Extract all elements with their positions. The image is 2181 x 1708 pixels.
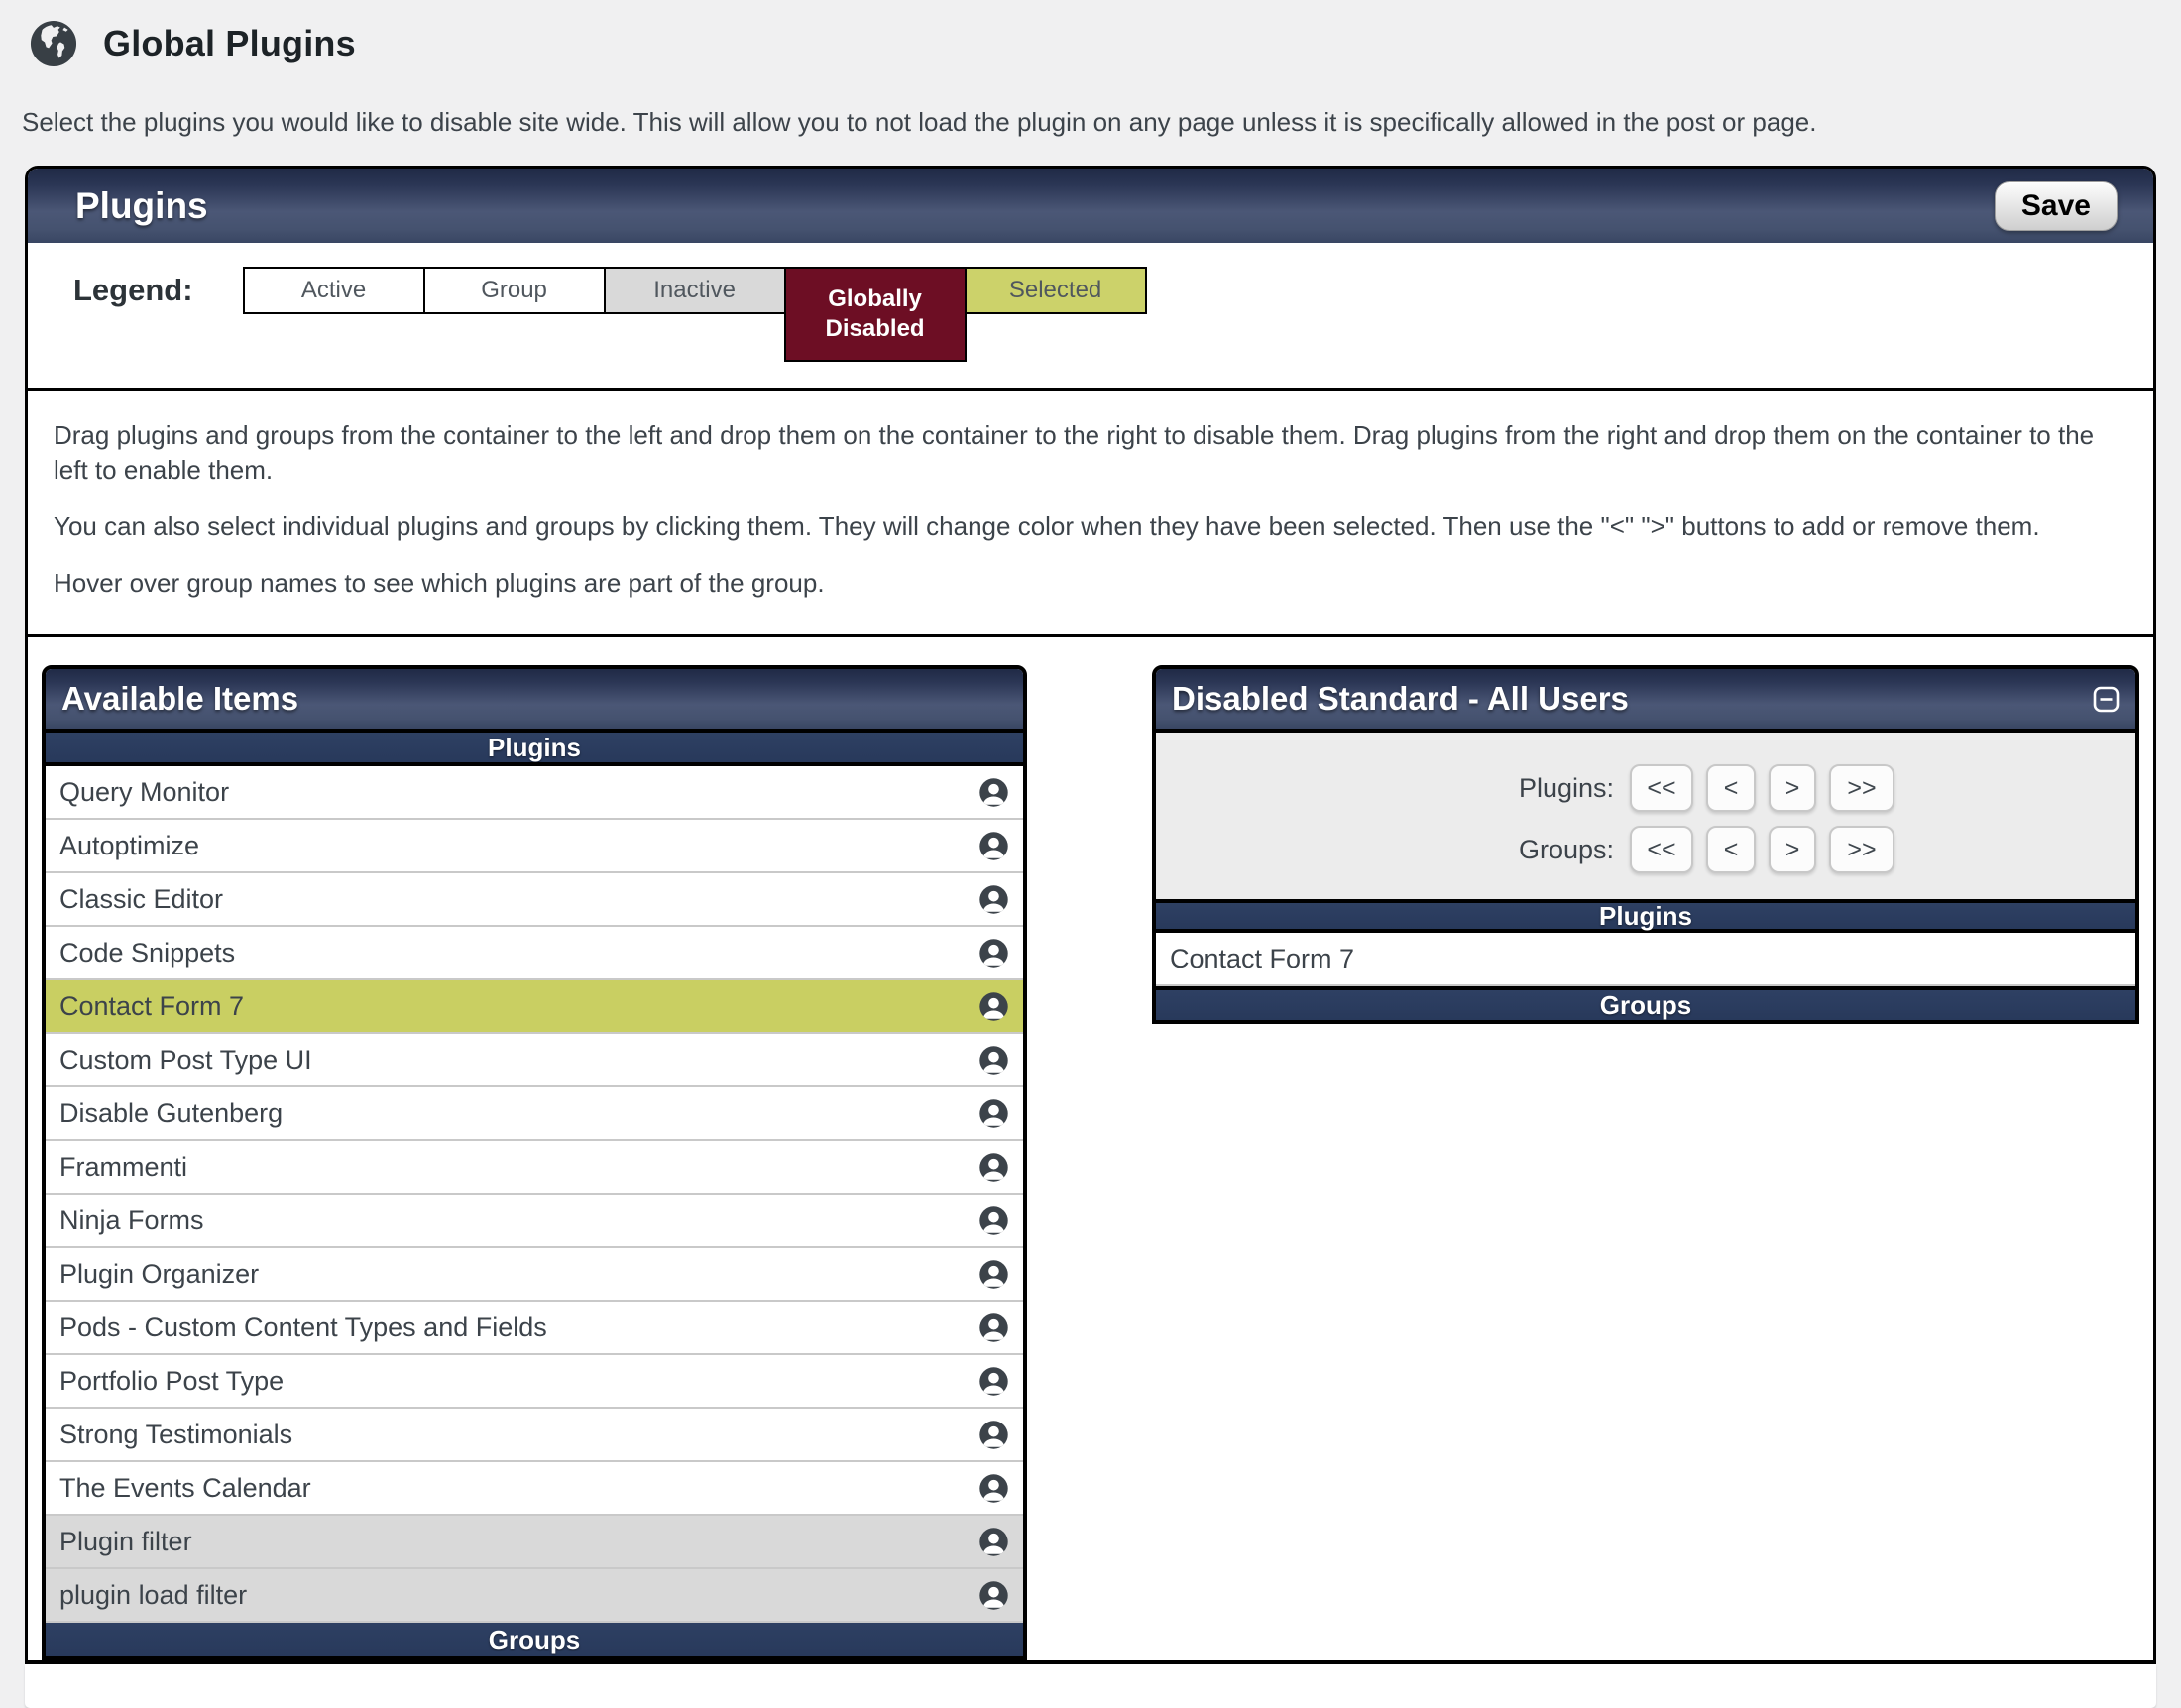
plugin-row[interactable] <box>46 1141 1023 1195</box>
save-button[interactable]: Save <box>1995 181 2118 231</box>
legend-item-inactive: Inactive <box>604 267 786 314</box>
plugins-move-all-right-button[interactable]: >> <box>1829 764 1894 812</box>
plugin-row-label: Strong Testimonials <box>59 1419 293 1449</box>
groups-move-all-left-button[interactable]: << <box>1630 826 1693 873</box>
legend-boxes <box>243 267 1147 362</box>
plugins-transfer-buttons <box>1630 764 1895 812</box>
plugin-row-label: Disable Gutenberg <box>59 1097 284 1128</box>
plugin-row[interactable] <box>46 1409 1023 1462</box>
user-icon <box>978 991 1009 1022</box>
plugin-row[interactable] <box>46 1195 1023 1248</box>
user-icon <box>978 1259 1009 1290</box>
collapse-minus-icon[interactable] <box>2093 686 2120 713</box>
available-items-header <box>46 669 1023 733</box>
globe-icon <box>30 20 77 67</box>
user-icon <box>978 1580 1009 1611</box>
available-groups-subheader: Groups <box>46 1623 1023 1656</box>
plugin-row-label: plugin load filter <box>59 1579 248 1610</box>
disabled-panel-title: Disabled Standard - All Users <box>1172 680 1629 718</box>
groups-move-left-button[interactable]: < <box>1706 826 1756 873</box>
plugin-row-label: Code Snippets <box>59 937 236 968</box>
plugin-row[interactable] <box>46 927 1023 980</box>
user-icon <box>978 884 1009 915</box>
page-header <box>0 0 2181 67</box>
legend-label: Legend: <box>73 273 193 307</box>
groups-transfer-buttons <box>1630 826 1895 873</box>
plugins-move-right-button[interactable]: > <box>1769 764 1816 812</box>
plugin-row-label: Custom Post Type UI <box>59 1044 312 1075</box>
plugin-row[interactable] <box>46 1248 1023 1302</box>
disabled-plugin-row[interactable] <box>1156 933 2135 986</box>
user-icon <box>978 1098 1009 1129</box>
plugin-row[interactable] <box>46 1355 1023 1409</box>
plugins-transfer-label: Plugins: <box>1518 772 1614 803</box>
plugin-row-label: Plugin filter <box>59 1526 192 1556</box>
plugins-transfer-row <box>1156 764 2135 812</box>
plugin-row-inactive[interactable] <box>46 1569 1023 1623</box>
groups-move-right-button[interactable]: > <box>1769 826 1816 873</box>
plugin-row-label: Portfolio Post Type <box>59 1365 285 1396</box>
instruction-paragraph-2: You can also select individual plugins and groups by clicking them. They will change color when they have been selected. Then use the "<" ">" buttons to add or remove them. <box>54 512 2040 542</box>
plugins-move-all-left-button[interactable]: << <box>1630 764 1693 812</box>
plugin-row-label: Pods - Custom Content Types and Fields <box>59 1311 547 1342</box>
panels-area <box>28 637 2153 1660</box>
plugin-row-label: Frammenti <box>59 1151 188 1182</box>
user-icon <box>978 1205 1009 1236</box>
user-icon <box>978 1152 1009 1183</box>
legend-section <box>28 243 2153 391</box>
user-icon <box>978 1473 1009 1504</box>
legend-item-globally-disabled: Globally Disabled <box>784 267 967 362</box>
user-icon <box>978 831 1009 861</box>
plugin-row-label: Contact Form 7 <box>59 990 245 1021</box>
user-icon <box>978 1312 1009 1343</box>
legend-item-group: Group <box>423 267 606 314</box>
user-icon <box>978 1366 1009 1397</box>
plugins-metabox <box>25 166 2156 1664</box>
plugin-row-label: Plugin Organizer <box>59 1258 260 1289</box>
plugin-row-inactive[interactable] <box>46 1516 1023 1569</box>
metabox-footer <box>25 1664 2156 1708</box>
plugin-row[interactable] <box>46 873 1023 927</box>
plugin-row-label: Classic Editor <box>59 883 224 914</box>
intro-text: Select the plugins you would like to disable site wide. This will allow you to not load the plugin on any page unless it is specifically allowed in the post or page. <box>22 107 1817 137</box>
plugin-row-label: Contact Form 7 <box>1170 943 1355 973</box>
metabox-title: Plugins <box>75 184 208 226</box>
available-items-title: Available Items <box>61 680 299 718</box>
plugin-row[interactable] <box>46 1087 1023 1141</box>
groups-transfer-row <box>1156 826 2135 873</box>
page-title: Global Plugins <box>103 23 356 63</box>
disabled-groups-subheader: Groups <box>1156 986 2135 1020</box>
plugin-row-label: The Events Calendar <box>59 1472 311 1503</box>
disabled-panel-header <box>1156 669 2135 733</box>
user-icon <box>978 1045 1009 1076</box>
plugin-row[interactable] <box>46 1302 1023 1355</box>
groups-transfer-label: Groups: <box>1518 834 1614 864</box>
metabox-header <box>28 169 2153 243</box>
user-icon <box>978 777 1009 808</box>
plugins-move-left-button[interactable]: < <box>1706 764 1756 812</box>
legend-item-active: Active <box>243 267 425 314</box>
plugin-row-label: Query Monitor <box>59 776 230 807</box>
disabled-standard-panel <box>1152 665 2139 1024</box>
instruction-paragraph-3: Hover over group names to see which plugins are part of the group. <box>54 568 825 599</box>
plugin-row-label: Autoptimize <box>59 830 200 860</box>
plugin-row[interactable] <box>46 766 1023 820</box>
plugin-row-selected[interactable] <box>46 980 1023 1034</box>
groups-move-all-right-button[interactable]: >> <box>1829 826 1894 873</box>
user-icon <box>978 1527 1009 1557</box>
legend-item-selected: Selected <box>965 267 1147 314</box>
plugin-row[interactable] <box>46 1034 1023 1087</box>
plugin-row-label: Ninja Forms <box>59 1204 204 1235</box>
plugin-row[interactable] <box>46 1462 1023 1516</box>
disabled-plugins-subheader: Plugins <box>1156 899 2135 933</box>
instructions <box>28 391 2153 637</box>
user-icon <box>978 938 1009 968</box>
available-items-panel <box>42 665 1027 1660</box>
available-plugins-subheader: Plugins <box>46 733 1023 766</box>
plugin-row[interactable] <box>46 820 1023 873</box>
instruction-paragraph-1: Drag plugins and groups from the container to the left and drop them on the container to the right to disable them. Drag plugins from the right and drop them on the container to the left to enable them. <box>54 420 2095 486</box>
user-icon <box>978 1420 1009 1450</box>
transfer-controls <box>1156 733 2135 899</box>
